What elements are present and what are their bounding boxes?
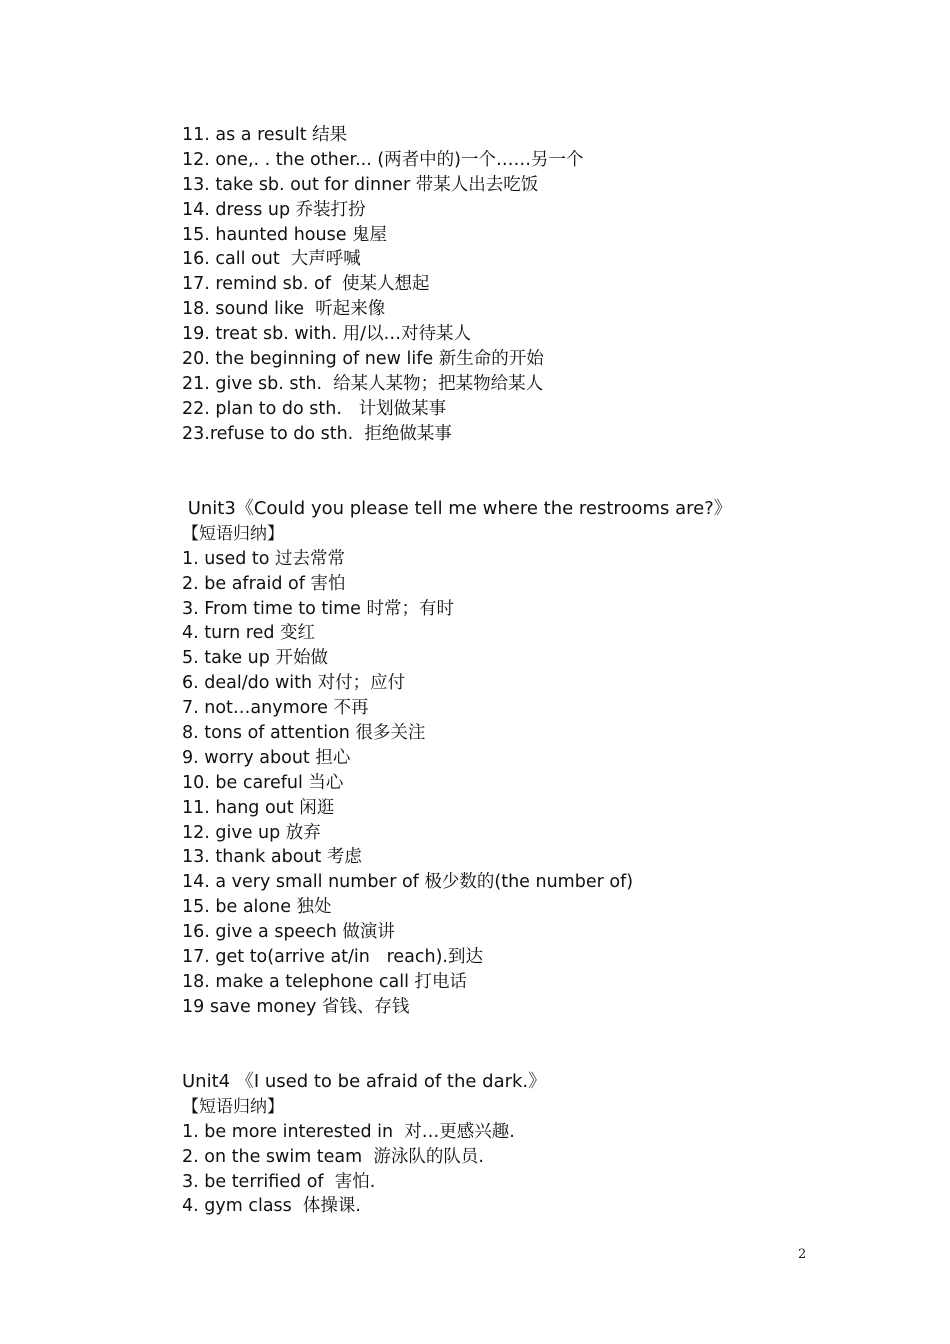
unit3-subheading: 【短语归纳】	[182, 523, 284, 544]
phrase-item: 12. give up 放弃	[182, 822, 321, 843]
unit4-section	[182, 1070, 862, 1219]
phrase-item: 11. as a result 结果	[182, 125, 348, 145]
unit4-title: Unit4 《I used to be afraid of the dark.》	[182, 1071, 547, 1092]
phrase-item: 18. sound like 听起来像	[182, 299, 386, 320]
phrase-item: 15. be alone 独处	[182, 897, 332, 918]
phrase-item: 1. used to 过去常常	[182, 548, 346, 569]
previous-unit-phrase-list	[182, 123, 862, 447]
phrase-item: 10. be careful 当心	[182, 772, 344, 793]
phrase-item: 15. haunted house 鬼屋	[182, 224, 388, 245]
phrase-item: 20. the beginning of new life 新生命的开始	[182, 349, 544, 370]
phrase-item: 4. gym class 体操课.	[182, 1196, 361, 1217]
phrase-item: 3. From time to time 时常；有时	[182, 598, 455, 619]
phrase-item: 11. hang out 闲逛	[182, 797, 335, 818]
phrase-item: 21. give sb. sth. 给某人某物；把某物给某人	[182, 373, 544, 394]
phrase-item: 13. thank about 考虑	[182, 847, 362, 868]
phrase-item: 22. plan to do sth. 计划做某事	[182, 398, 447, 419]
phrase-item: 17. get to(arrive at/in reach).到达	[182, 947, 483, 968]
phrase-item: 4. turn red 变红	[182, 623, 316, 644]
phrase-item: 14. a very small number of 极少数的(the number of)	[182, 872, 634, 893]
phrase-item: 19 save money 省钱、存钱	[182, 996, 410, 1017]
page-number: 2	[798, 1247, 807, 1262]
unit4-subheading: 【短语归纳】	[182, 1096, 284, 1117]
phrase-item: 3. be terrified of 害怕.	[182, 1171, 376, 1192]
phrase-item: 19. treat sb. with. 用/以…对待某人	[182, 324, 471, 345]
phrase-item: 17. remind sb. of 使某人想起	[182, 274, 430, 295]
phrase-item: 18. make a telephone call 打电话	[182, 971, 468, 992]
phrase-item: 16. give a speech 做演讲	[182, 922, 395, 943]
phrase-item: 23.refuse to do sth. 拒绝做某事	[182, 423, 452, 444]
phrase-item: 5. take up 开始做	[182, 648, 328, 669]
phrase-item: 13. take sb. out for dinner 带某人出去吃饭	[182, 174, 539, 195]
phrase-item: 1. be more interested in 对…更感兴趣.	[182, 1121, 515, 1142]
phrase-item: 2. be afraid of 害怕	[182, 573, 346, 594]
phrase-item: 2. on the swim team 游泳队的队员.	[182, 1146, 484, 1167]
unit3-title: Unit3《Could you please tell me where the restrooms are?》	[182, 498, 732, 519]
phrase-item: 16. call out 大声呼喊	[182, 249, 361, 270]
phrase-item: 8. tons of attention 很多关注	[182, 723, 426, 744]
phrase-item: 6. deal/do with 对付；应付	[182, 673, 406, 694]
unit3-section	[182, 497, 862, 1020]
phrase-item: 7. not…anymore 不再	[182, 698, 369, 719]
phrase-item: 14. dress up 乔装打扮	[182, 199, 366, 220]
phrase-item: 12. one,. . the other... (两者中的)一个……另一个	[182, 149, 584, 170]
phrase-item: 9. worry about 担心	[182, 747, 351, 768]
